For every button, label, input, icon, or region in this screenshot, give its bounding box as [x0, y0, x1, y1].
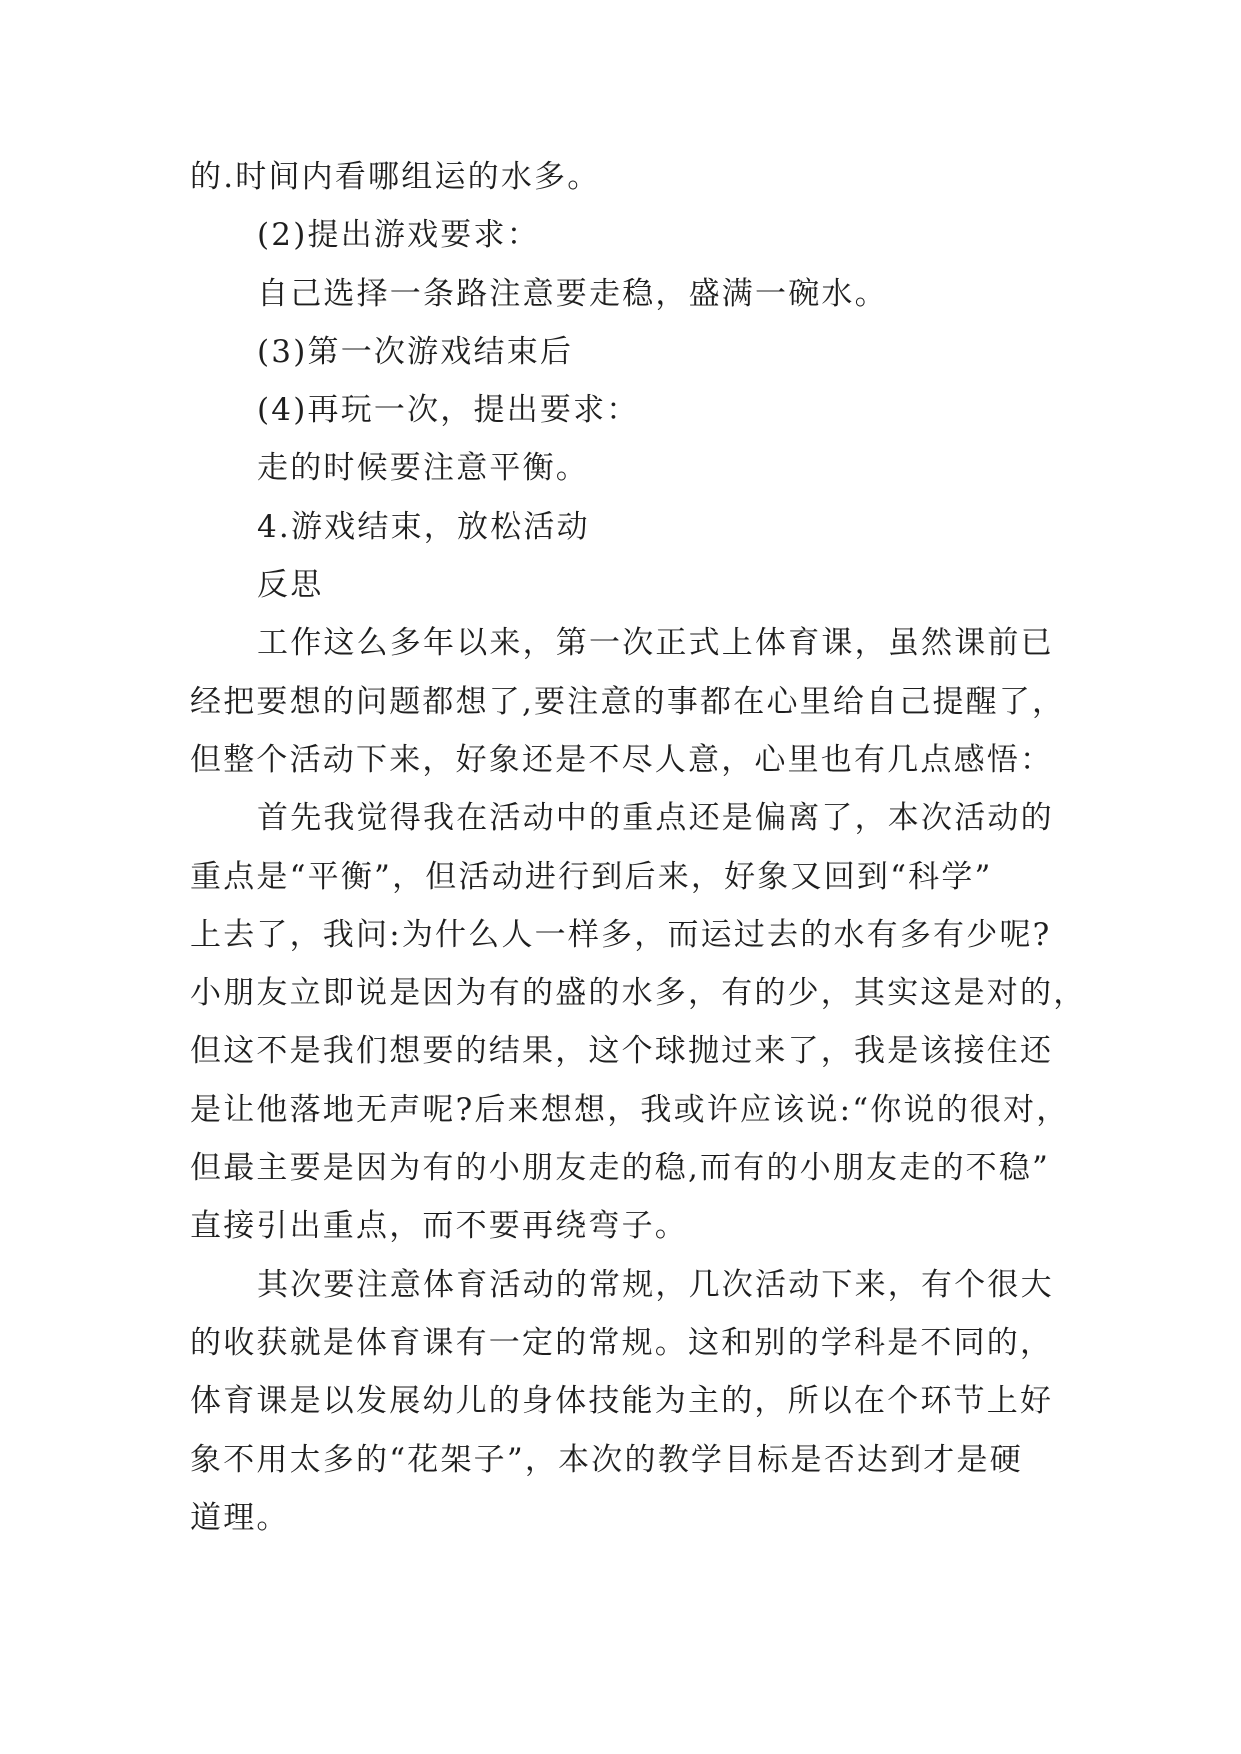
- paragraph-line: 其次要注意体育活动的常规，几次活动下来，有个很大: [257, 1266, 1054, 1303]
- paragraph-line: 工作这么多年以来，第一次正式上体育课，虽然课前已: [257, 625, 1054, 662]
- paragraph-line: 的收获就是体育课有一定的常规。这和别的学科是不同的，: [190, 1324, 1054, 1361]
- paragraph-line: 是让他落地无声呢?后来想想，我或许应该说:“你说的很对，: [190, 1091, 1070, 1128]
- paragraph-line: 但这不是我们想要的结果，这个球抛过来了，我是该接住还: [190, 1033, 1054, 1070]
- text-line: 走的时候要注意平衡。: [257, 450, 589, 487]
- paragraph-line: 经把要想的问题都想了,要注意的事都在心里给自己提醒了，: [190, 683, 1066, 720]
- text-line: (3)第一次游戏结束后: [257, 333, 574, 370]
- paragraph-line: 象不用太多的“花架子”，本次的教学目标是否达到才是硬: [190, 1441, 1023, 1478]
- document-body: [190, 148, 1087, 1547]
- paragraph-line: 首先我觉得我在活动中的重点还是偏离了，本次活动的: [257, 800, 1054, 837]
- section-heading: 反思: [257, 567, 324, 604]
- text-line: (4)再玩一次，提出要求：: [257, 392, 640, 429]
- paragraph-line: 但整个活动下来，好象还是不尽人意，心里也有几点感悟：: [190, 741, 1054, 778]
- paragraph-line: 直接引出重点，而不要再绕弯子。: [190, 1208, 688, 1245]
- paragraph-line: 但最主要是因为有的小朋友走的稳,而有的小朋友走的不稳”: [190, 1150, 1051, 1187]
- paragraph-line: 道理。: [190, 1499, 290, 1536]
- paragraph-line: 体育课是以发展幼儿的身体技能为主的，所以在个环节上好: [190, 1383, 1054, 1420]
- text-line: 的.时间内看哪组运的水多。: [190, 159, 601, 195]
- text-line: (2)提出游戏要求：: [257, 217, 540, 254]
- text-line: 4.游戏结束，放松活动: [257, 508, 590, 545]
- text-line: 自己选择一条路注意要走稳，盛满一碗水。: [257, 275, 888, 312]
- paragraph-line: 上去了，我问:为什么人一样多，而运过去的水有多有少呢?: [190, 916, 1052, 953]
- paragraph-line: 重点是“平衡”，但活动进行到后来，好象又回到“科学”: [190, 858, 993, 895]
- paragraph-line: 小朋友立即说是因为有的盛的水多，有的少，其实这是对的，: [190, 975, 1087, 1012]
